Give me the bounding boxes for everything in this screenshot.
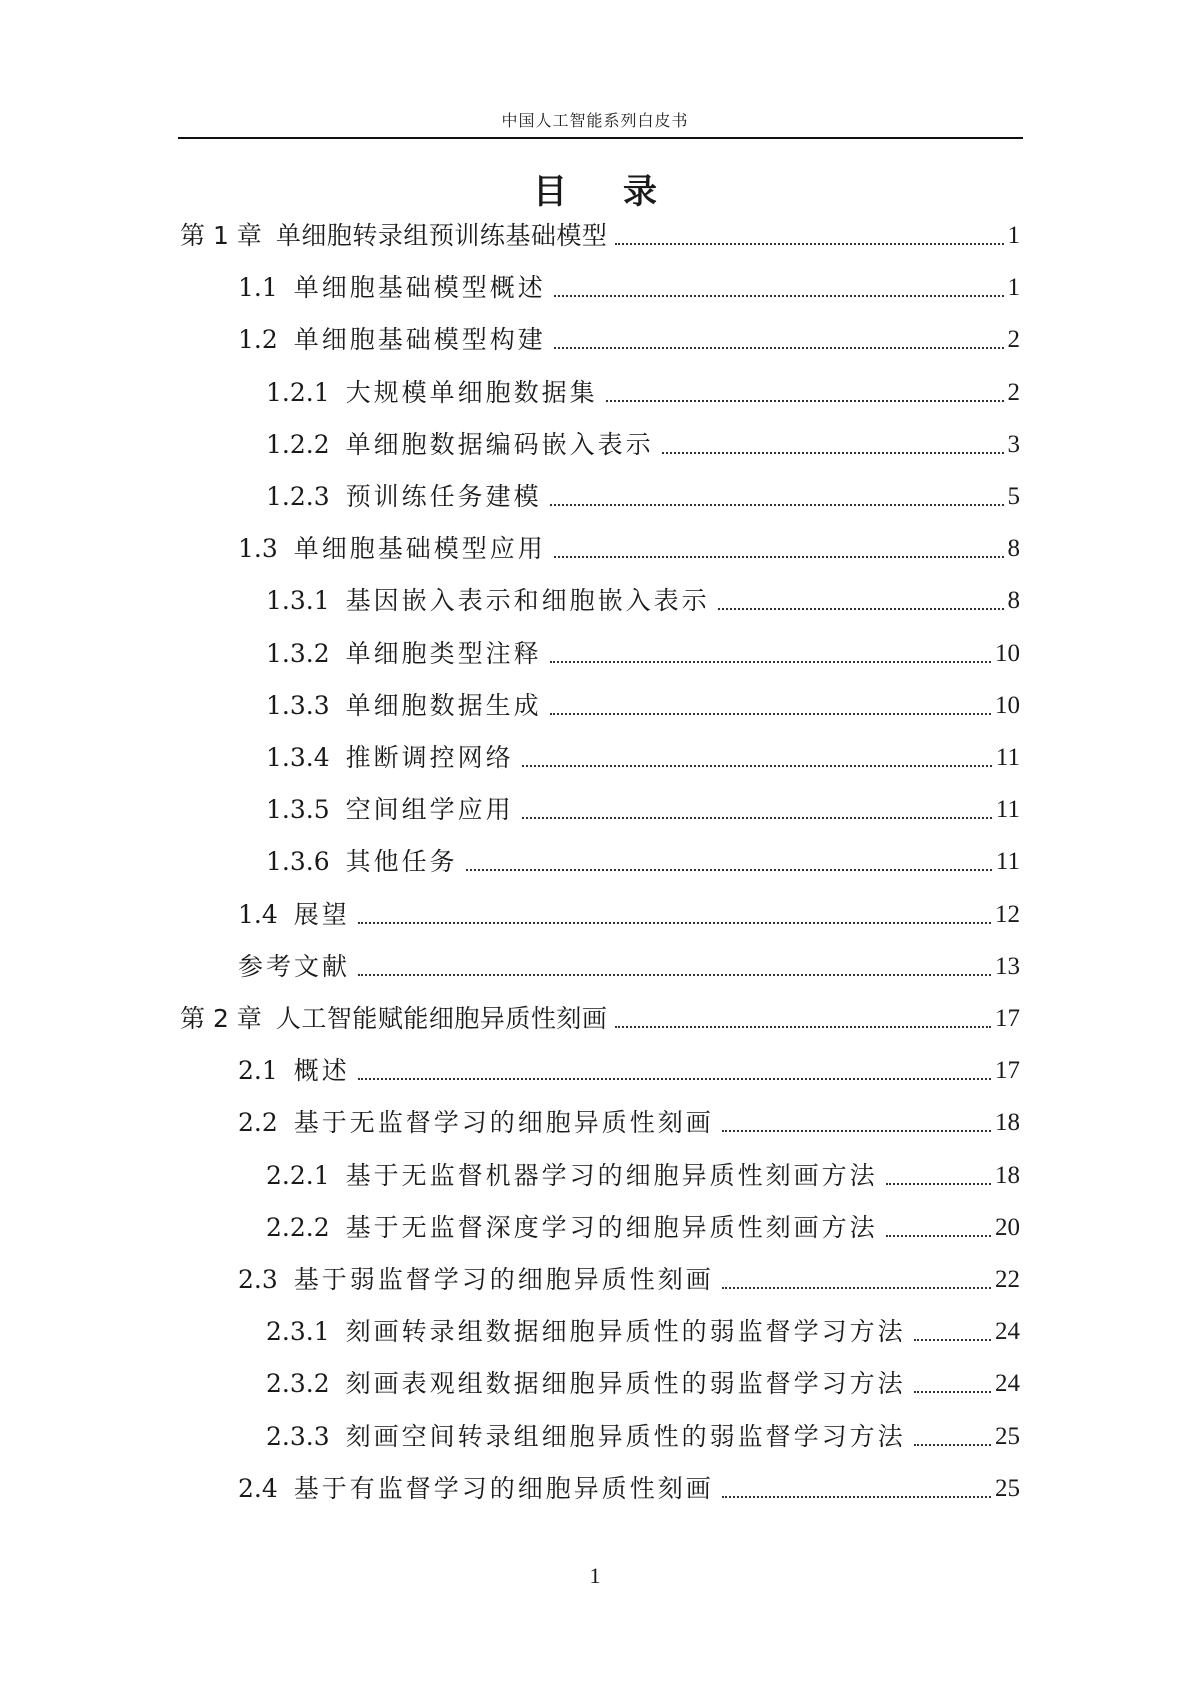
toc-title-char: 目 — [533, 172, 567, 212]
toc-dot-leader — [522, 764, 992, 767]
toc-dot-leader — [914, 1338, 991, 1341]
toc-entry-number: 1.3.5 — [266, 795, 330, 825]
toc-entry[interactable] — [266, 375, 1020, 411]
running-header: 中国人工智能系列白皮书 — [501, 111, 689, 130]
toc-dot-leader — [550, 712, 991, 715]
toc-entry-label: 单细胞类型注释 — [345, 638, 542, 668]
toc-dot-leader — [554, 294, 1004, 297]
toc-entry-page: 3 — [1007, 430, 1020, 458]
toc-entry-page: 20 — [995, 1213, 1020, 1241]
toc-entry[interactable] — [266, 1158, 1020, 1194]
toc-entry-number: 1.3.1 — [266, 586, 330, 616]
toc-dot-leader — [358, 973, 991, 976]
toc-entry-label: 大规模单细胞数据集 — [345, 377, 598, 407]
toc-entry-page: 25 — [995, 1422, 1020, 1450]
toc-dot-leader — [554, 346, 1004, 349]
toc-entry[interactable] — [266, 792, 1020, 828]
toc-entry-label: 推断调控网络 — [345, 743, 514, 772]
toc-entry[interactable] — [266, 636, 1020, 672]
toc-entry-label: 基于无监督机器学习的细胞异质性刻画方法 — [345, 1160, 878, 1190]
toc-entry-page: 22 — [995, 1266, 1020, 1293]
toc-entry-page: 18 — [995, 1161, 1020, 1189]
toc-entry-label: 概述 — [293, 1056, 350, 1086]
toc-entry-number: 2.2.1 — [266, 1160, 330, 1190]
toc-entry-number: 1.4 — [238, 899, 278, 929]
toc-entry-page: 25 — [995, 1474, 1020, 1502]
toc-entry-label: 空间组学应用 — [345, 795, 514, 825]
toc-entry-page: 24 — [995, 1370, 1020, 1398]
toc-entry[interactable] — [238, 1471, 1020, 1507]
toc-entry-label: 基因嵌入表示和细胞嵌入表示 — [345, 586, 710, 616]
toc-entry-number: 2.3.3 — [266, 1421, 330, 1451]
toc-dot-leader — [722, 1129, 991, 1132]
toc-dot-leader — [615, 242, 1003, 245]
toc-entry-label: 基于弱监督学习的细胞异质性刻画 — [293, 1265, 714, 1294]
toc-entry-number: 第 2 章 — [180, 1004, 262, 1033]
toc-entry-page: 24 — [995, 1318, 1020, 1346]
toc-entry-number: 1.2.1 — [266, 377, 330, 407]
toc-entry-page: 10 — [995, 691, 1020, 719]
toc-entry-number: 1.3 — [238, 534, 278, 564]
toc-entry-page: 17 — [995, 1005, 1020, 1032]
toc-entry-number: 2.3.2 — [266, 1369, 330, 1399]
toc-entry[interactable] — [238, 531, 1020, 567]
toc-entry-label: 单细胞转录组预训练基础模型 — [275, 221, 608, 250]
toc-dot-leader — [886, 1182, 991, 1185]
toc-entry-page: 11 — [995, 744, 1020, 771]
toc-entry[interactable] — [266, 740, 1020, 776]
toc-entry-page: 10 — [995, 639, 1020, 667]
toc-entry-number: 2.2.2 — [266, 1212, 330, 1242]
toc-entry-label: 单细胞数据生成 — [345, 690, 542, 720]
toc-entry-number: 2.1 — [238, 1056, 278, 1086]
toc-entry-label: 刻画表观组数据细胞异质性的弱监督学习方法 — [345, 1369, 906, 1399]
toc-entry-page: 8 — [1007, 535, 1020, 563]
toc-entry[interactable] — [238, 1262, 1020, 1298]
toc-entry-page: 11 — [995, 796, 1020, 824]
toc-entry-label: 参考文献 — [238, 951, 351, 981]
toc-entry-label: 单细胞基础模型构建 — [293, 325, 546, 355]
toc-entry-label: 基于无监督学习的细胞异质性刻画 — [293, 1108, 714, 1138]
toc-entry-label: 基于有监督学习的细胞异质性刻画 — [293, 1473, 714, 1503]
toc-entry-number: 1.3.3 — [266, 690, 330, 720]
toc-entry-label: 单细胞基础模型应用 — [293, 534, 546, 564]
toc-entry-page: 2 — [1007, 378, 1020, 406]
toc-entry-label: 预训练任务建模 — [345, 482, 542, 511]
toc-entry[interactable] — [238, 1105, 1020, 1141]
toc-entry-number: 1.2.2 — [266, 429, 330, 459]
toc-entry-number: 1.3.4 — [266, 743, 330, 772]
toc-entry-page: 18 — [995, 1109, 1020, 1137]
toc-entry-number: 2.3 — [238, 1265, 278, 1294]
toc-entry-page: 13 — [995, 952, 1020, 980]
toc-entry[interactable] — [266, 1210, 1020, 1246]
toc-dot-leader — [615, 1025, 991, 1028]
toc-entry-page: 2 — [1007, 326, 1020, 354]
toc-dot-leader — [662, 451, 1004, 454]
toc-dot-leader — [606, 399, 1004, 402]
toc-dot-leader — [466, 868, 992, 871]
toc-entry-page: 1 — [1007, 274, 1020, 302]
toc-entry-label: 刻画转录组数据细胞异质性的弱监督学习方法 — [345, 1317, 906, 1347]
toc-entry-number: 1.2.3 — [266, 482, 330, 511]
toc-entry-page: 8 — [1007, 587, 1020, 615]
toc-title-char: 录 — [623, 172, 657, 212]
toc-entry-label: 基于无监督深度学习的细胞异质性刻画方法 — [345, 1212, 878, 1242]
toc-entry-label: 刻画空间转录组细胞异质性的弱监督学习方法 — [345, 1421, 906, 1451]
toc-dot-leader — [722, 1495, 991, 1498]
page-number: 1 — [589, 1563, 601, 1588]
toc-dot-leader — [914, 1443, 991, 1446]
toc-entry-label: 单细胞数据编码嵌入表示 — [345, 429, 654, 459]
toc-entry[interactable] — [266, 1419, 1020, 1455]
toc-dot-leader — [914, 1390, 991, 1393]
toc-entry-number: 1.1 — [238, 273, 278, 303]
toc-entry-number: 2.3.1 — [266, 1317, 330, 1347]
toc-title — [0, 164, 1190, 213]
toc-entry-number: 1.3.6 — [266, 847, 330, 877]
toc-entry[interactable] — [266, 427, 1020, 463]
toc-entry-label: 其他任务 — [345, 847, 458, 877]
toc-entry[interactable] — [266, 583, 1020, 619]
toc-dot-leader — [886, 1234, 991, 1237]
toc-entry[interactable] — [266, 1314, 1020, 1350]
toc-entry-label: 人工智能赋能细胞异质性刻画 — [275, 1004, 608, 1033]
toc-entry[interactable] — [180, 218, 1020, 254]
toc-entry-number: 2.4 — [238, 1473, 278, 1503]
toc-dot-leader — [722, 1286, 991, 1289]
toc-entry[interactable] — [238, 270, 1020, 306]
toc-dot-leader — [358, 1077, 991, 1080]
toc-entry[interactable] — [180, 1001, 1020, 1037]
toc-entry[interactable] — [238, 1053, 1020, 1089]
toc-entry-label: 展望 — [293, 899, 350, 929]
toc-entry-page: 5 — [1007, 483, 1020, 510]
toc-entry[interactable] — [238, 897, 1020, 933]
toc-dot-leader — [550, 503, 1004, 506]
toc-entry[interactable] — [238, 949, 1020, 985]
toc-entry-number: 1.3.2 — [266, 638, 330, 668]
toc-entry-number: 第 1 章 — [180, 221, 262, 250]
header-rule — [178, 137, 1023, 139]
toc-entry-page: 11 — [995, 848, 1020, 876]
toc-dot-leader — [358, 921, 991, 924]
toc-entry-label: 单细胞基础模型概述 — [293, 273, 546, 303]
toc-dot-leader — [554, 555, 1004, 558]
toc-entry[interactable] — [266, 688, 1020, 724]
toc-entry-number: 1.2 — [238, 325, 278, 355]
toc-entry[interactable] — [266, 1366, 1020, 1402]
toc-entry-page: 1 — [1007, 222, 1020, 249]
toc-entry-page: 12 — [995, 900, 1020, 928]
toc-entry-page: 17 — [995, 1057, 1020, 1085]
toc-dot-leader — [550, 660, 991, 663]
toc-entry-number: 2.2 — [238, 1108, 278, 1138]
toc-entry[interactable] — [238, 322, 1020, 358]
toc-entry[interactable] — [266, 479, 1020, 515]
toc-dot-leader — [522, 816, 992, 819]
toc-dot-leader — [718, 607, 1004, 610]
toc-entry[interactable] — [266, 844, 1020, 880]
